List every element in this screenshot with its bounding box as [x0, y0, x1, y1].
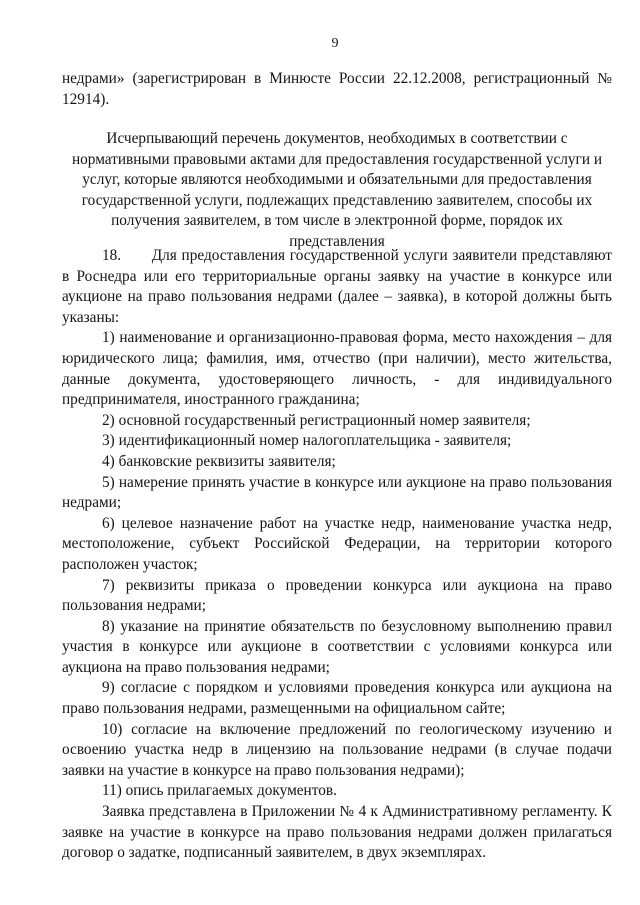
continuation-text	[62, 69, 612, 110]
list-item-6: 6) целевое назначение работ на участке недр, наименование участка недр, местоположение, субъект Российской Федерации, на территории которого расположен участок;	[62, 514, 612, 573]
list-item-3: 3) идентификационный номер налогоплательщика - заявителя;	[102, 432, 512, 450]
paragraph-18: 18. Для предоставления государственной услуги заявители представляют в Роснедра или его территориальные органы заявку на участие в конкурсе или аукционе на право пользования недрами (далее – заявка), в которой должны быть указаны:	[62, 247, 612, 326]
continuation-paragraph: недрами» (зарегистрирован в Минюсте России 22.12.2008, регистрационный № 12914).	[62, 70, 612, 108]
list-item-4: 4) банковские реквизиты заявителя;	[102, 452, 336, 470]
list-item-10: 10) согласие на включение предложений по геологическому изучению и освоению участка недр в лицензию на пользование недрами (в случае подачи заявки на участие в конкурсе на право пользования недрами);	[62, 720, 612, 779]
list-item-11: 11) опись прилагаемых документов.	[102, 782, 337, 800]
list-item-5: 5) намерение принять участие в конкурсе или аукционе на право пользования недрами;	[62, 473, 612, 512]
main-text	[62, 246, 612, 864]
list-item-1: 1) наименование и организационно-правовая форма, место нахождения – для юридического лица; фамилия, имя, отчество (при наличии), место жительства, данные документа, удостоверяющего личность, - для индивидуального предпринимателя, иностранного гражданина;	[62, 329, 612, 409]
list-item-2: 2) основной государственный регистрационный номер заявителя;	[102, 411, 531, 429]
list-item-7: 7) реквизиты приказа о проведении конкурса или аукциона на право пользования недрами;	[62, 576, 612, 615]
page-number: 9	[331, 36, 339, 51]
list-item-8: 8) указание на принятие обязательств по безусловному выполнению правил участия в конкурсе или аукционе в соответствии с условиями конкурса или аукциона на право пользования недрами;	[62, 617, 612, 676]
application-note: Заявка представлена в Приложении № 4 к Административному регламенту. К заявке на участие в конкурсе на право пользования недрами должен прилагаться договор о задатке, подписанный заявителем, в двух экземплярах.	[62, 803, 612, 862]
list-item-9: 9) согласие с порядком и условиями проведения конкурса или аукциона на право пользования недрами, размещенными на официальном сайте;	[62, 679, 612, 718]
section-heading: Исчерпывающий перечень документов, необходимых в соответствии с нормативными правовыми актами для предоставления государственной услуги и услуг, которые являются необходимыми и обязательными для предоставления государственной услуги, подлежащих представлению заявителем, способы их получения заявителем, в том числе в электронной форме, порядок их представления	[71, 130, 603, 250]
